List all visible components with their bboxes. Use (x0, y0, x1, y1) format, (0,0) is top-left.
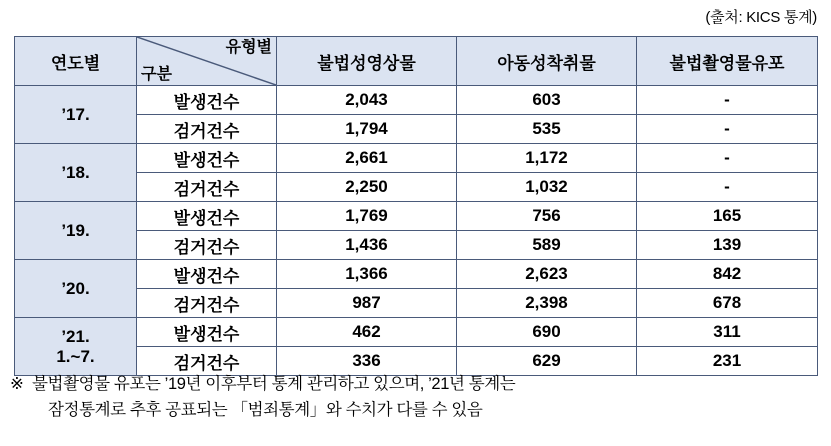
row-kind: 검거건수 (137, 231, 277, 260)
header-diagonal-corner (137, 37, 277, 86)
row-kind: 검거건수 (137, 289, 277, 318)
cell-value: 1,366 (277, 260, 457, 289)
row-kind: 발생건수 (137, 260, 277, 289)
cell-value: 336 (277, 347, 457, 376)
header-row (15, 37, 818, 86)
table-row (15, 318, 818, 347)
row-year-2020: ’20. (15, 260, 137, 318)
cell-value: 139 (637, 231, 818, 260)
cell-value: 690 (457, 318, 637, 347)
cell-value: 2,623 (457, 260, 637, 289)
header-type-label: 유형별 (225, 39, 272, 56)
row-kind: 발생건수 (137, 144, 277, 173)
cell-value: 589 (457, 231, 637, 260)
cell-value: 2,661 (277, 144, 457, 173)
cell-value: 756 (457, 202, 637, 231)
row-kind: 발생건수 (137, 202, 277, 231)
header-col-3: 불법촬영물유포 (637, 37, 818, 86)
row-year-2021-line2: 1.~7. (56, 346, 95, 366)
cell-value: 2,398 (457, 289, 637, 318)
statistics-table-container (14, 36, 817, 376)
cell-value: 1,794 (277, 115, 457, 144)
cell-value: 1,769 (277, 202, 457, 231)
cell-value: 311 (637, 318, 818, 347)
header-col-2: 아동성착취물 (457, 37, 637, 86)
row-year-2021-line1: ’21. (61, 326, 90, 346)
table-row (15, 144, 818, 173)
statistics-table (14, 36, 818, 376)
header-division-label: 구분 (141, 65, 172, 83)
cell-value: 165 (637, 202, 818, 231)
cell-value: 2,250 (277, 173, 457, 202)
header-year-label: 연도별 (15, 37, 137, 86)
cell-value: 987 (277, 289, 457, 318)
row-year-2019: ’19. (15, 202, 137, 260)
row-year-2021 (15, 318, 137, 376)
cell-value: - (637, 86, 818, 115)
cell-value: 629 (457, 347, 637, 376)
row-year-2018: ’18. (15, 144, 137, 202)
cell-value: 1,436 (277, 231, 457, 260)
cell-value: 603 (457, 86, 637, 115)
cell-value: 842 (637, 260, 818, 289)
table-body (15, 86, 818, 376)
footnote-line-1: 불법촬영물 유포는 ’19년 이후부터 통계 관리하고 있으며, ’21년 통계는 (32, 375, 516, 393)
cell-value: 2,043 (277, 86, 457, 115)
row-kind: 검거건수 (137, 173, 277, 202)
footnote-mark: ※ (10, 375, 24, 393)
table-row (15, 202, 818, 231)
row-kind: 발생건수 (137, 318, 277, 347)
table-row (15, 86, 818, 115)
cell-value: 462 (277, 318, 457, 347)
cell-value: 535 (457, 115, 637, 144)
footnote-line-2: 잠정통계로 추후 공표되는 「범죄통계」와 수치가 다를 수 있음 (48, 400, 483, 419)
cell-value: - (637, 144, 818, 173)
cell-value: - (637, 115, 818, 144)
table-row (15, 260, 818, 289)
cell-value: 231 (637, 347, 818, 376)
row-kind: 발생건수 (137, 86, 277, 115)
cell-value: 1,032 (457, 173, 637, 202)
source-note: (출처: KICS 통계) (705, 9, 817, 26)
header-col-1: 불법성영상물 (277, 37, 457, 86)
row-kind: 검거건수 (137, 347, 277, 376)
cell-value: - (637, 173, 818, 202)
cell-value: 678 (637, 289, 818, 318)
table-header (15, 37, 818, 86)
cell-value: 1,172 (457, 144, 637, 173)
row-year-2017: ’17. (15, 86, 137, 144)
row-kind: 검거건수 (137, 115, 277, 144)
footnote (10, 372, 825, 423)
